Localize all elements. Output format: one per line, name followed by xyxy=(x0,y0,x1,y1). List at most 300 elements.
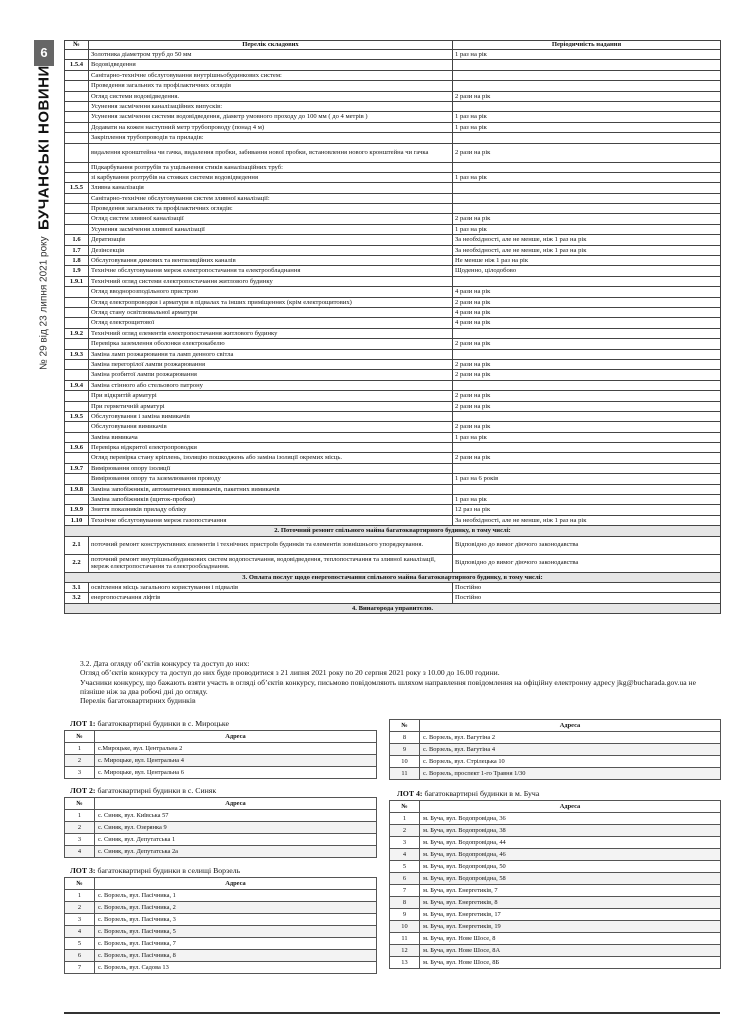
row-component: Усунення засмічення каналізаційних випусків: xyxy=(89,101,453,111)
table-header-row xyxy=(65,41,721,50)
row-number: 1.9.6 xyxy=(65,443,89,453)
row-number: 1.6 xyxy=(65,235,89,245)
row-number: 1.9.3 xyxy=(65,349,89,359)
lot-row-address: с. Ворзель, вул. Пасічника, 3 xyxy=(95,914,377,926)
lot-row-number: 4 xyxy=(390,849,420,861)
lot-row-address: с. Ворзель, вул. Вагутіна 4 xyxy=(420,744,721,756)
lot3-col-addr: Адреса xyxy=(95,878,377,890)
table-row xyxy=(65,359,721,369)
lot-row-number: 1 xyxy=(390,813,420,825)
lot3b-col-addr: Адреса xyxy=(420,720,721,732)
section-heading-row xyxy=(65,603,721,613)
table-row xyxy=(65,391,721,401)
lot2-label: ЛОТ 2: багатоквартирні будинки в с. Синяк xyxy=(70,786,217,795)
row-number xyxy=(65,122,89,132)
table-row xyxy=(65,484,721,494)
lot-row-address: м. Буча, вул. Водопровідна, 58 xyxy=(420,873,721,885)
table-row xyxy=(65,122,721,132)
table-row xyxy=(65,297,721,307)
table-row xyxy=(65,214,721,224)
row-frequency: 4 рази на рік xyxy=(453,307,721,317)
lot-row xyxy=(390,933,721,945)
row-number xyxy=(65,143,89,162)
row-component: Заміна запобіжників, автоматичних вимикачів, пакетних вимикачів xyxy=(89,484,453,494)
row-number xyxy=(65,112,89,122)
inspection-date-heading: 3.2. Дата огляду об’єктів конкурсу та доступ до них: xyxy=(80,659,250,668)
row-number: 1.9.7 xyxy=(65,463,89,473)
row-frequency: 2 рази на рік xyxy=(453,391,721,401)
row-component: Зливна каналізація xyxy=(89,183,453,193)
row-number xyxy=(65,81,89,91)
lot-row-number: 4 xyxy=(65,846,95,858)
row-number xyxy=(65,391,89,401)
row-component: Проведення загальних та профілактичних оглядів xyxy=(89,81,453,91)
lot-row xyxy=(390,813,721,825)
table-row xyxy=(65,287,721,297)
lot-row-number: 1 xyxy=(65,810,95,822)
table-row xyxy=(65,133,721,143)
lot4-table xyxy=(389,800,721,969)
buildings-list-heading: Перелік багатоквартирних будинків xyxy=(80,696,196,706)
row-number: 1.5.4 xyxy=(65,60,89,70)
lot-row-address: с. Ворзель, вул. Пасічника, 1 xyxy=(95,890,377,902)
lot-row-number: 1 xyxy=(65,743,95,755)
table-row xyxy=(65,432,721,442)
row-component: Обслуговування димових та вентиляційних каналів xyxy=(89,256,453,266)
row-number: 3.2 xyxy=(65,593,89,603)
lot-row-number: 3 xyxy=(65,767,95,779)
lot-row-number: 8 xyxy=(390,732,420,744)
row-number xyxy=(65,495,89,505)
row-component: Огляд систем зливної каналізації xyxy=(89,214,453,224)
lot4-label: ЛОТ 4: багатоквартирні будинки в м. Буча xyxy=(397,789,540,798)
section-heading: 3. Оплата послуг щодо енергопостачання спільного майна багатоквартирного будинку, в тому числі: xyxy=(65,572,721,582)
lot1-table xyxy=(64,730,377,779)
row-number: 1.5.5 xyxy=(65,183,89,193)
row-component: Заміна ламп розжарювання та ламп денного світла xyxy=(89,349,453,359)
table-row xyxy=(65,505,721,515)
row-number xyxy=(65,370,89,380)
section-heading: 4. Винагорода управителю. xyxy=(65,603,721,613)
table-row xyxy=(65,193,721,203)
col-components: Перелік складових xyxy=(89,41,453,50)
lot-row-number: 3 xyxy=(390,837,420,849)
table-row xyxy=(65,235,721,245)
lot-row-number: 5 xyxy=(390,861,420,873)
table-row xyxy=(65,266,721,276)
row-frequency xyxy=(453,60,721,70)
lot-row-number: 1 xyxy=(65,890,95,902)
row-component: При герметичній арматурі xyxy=(89,401,453,411)
row-frequency: 2 рази на рік xyxy=(453,370,721,380)
lot-row xyxy=(390,756,721,768)
lot-row xyxy=(65,962,377,974)
row-number xyxy=(65,214,89,224)
lot-row-number: 5 xyxy=(65,938,95,950)
row-component: Перевірка відкритої електропроводки xyxy=(89,443,453,453)
table-row xyxy=(65,401,721,411)
row-frequency xyxy=(453,204,721,214)
row-frequency: 4 рази на рік xyxy=(453,318,721,328)
table-row xyxy=(65,256,721,266)
row-number xyxy=(65,339,89,349)
lot-row-address: м. Буча, вул. Енергетиків, 17 xyxy=(420,909,721,921)
row-frequency: 1 раз на рік xyxy=(453,432,721,442)
row-component: Технічний огляд системи електропостачання житлового будинку xyxy=(89,276,453,286)
lot4-col-addr: Адреса xyxy=(420,801,721,813)
row-number xyxy=(65,359,89,369)
lot2-table xyxy=(64,797,377,858)
row-frequency: 2 рази на рік xyxy=(453,401,721,411)
lot-row xyxy=(65,810,377,822)
row-component: Санітарно-технічне обслуговування внутрішньобудинкових систем: xyxy=(89,70,453,80)
row-frequency: 2 рази на рік xyxy=(453,359,721,369)
row-component: Огляд вводнорозподільного пристрою xyxy=(89,287,453,297)
lot-row xyxy=(390,945,721,957)
table-row xyxy=(65,463,721,473)
row-number xyxy=(65,91,89,101)
row-number: 1.9.9 xyxy=(65,505,89,515)
table-row xyxy=(65,50,721,60)
row-component: Заміна стінного або стельового патрону xyxy=(89,380,453,390)
row-component: Санітарно-технічне обслуговування систем зливної каналізації: xyxy=(89,193,453,203)
lot-row-number: 7 xyxy=(390,885,420,897)
row-number xyxy=(65,193,89,203)
row-component: Заміна розбитої лампи розжарювання xyxy=(89,370,453,380)
lot-row xyxy=(390,957,721,969)
row-frequency xyxy=(453,380,721,390)
row-number xyxy=(65,101,89,111)
lot-row-address: м. Буча, вул. Нове Шосе, 8А xyxy=(420,945,721,957)
row-number xyxy=(65,224,89,234)
lot-row-address: с. Синяк, вул. Київська 57 xyxy=(95,810,377,822)
row-frequency: 2 рази на рік xyxy=(453,339,721,349)
row-component: Дератизація xyxy=(89,235,453,245)
lot-row-address: с. Ворзель, вул. Пасічника, 8 xyxy=(95,950,377,962)
row-component: Огляд системи водовідведення. xyxy=(89,91,453,101)
row-frequency: 12 раз на рік xyxy=(453,505,721,515)
row-component: Обслуговування і заміна вимикачів xyxy=(89,411,453,421)
lot-row xyxy=(390,849,721,861)
section-heading-row xyxy=(65,526,721,536)
lot3b-col-no: № xyxy=(390,720,420,732)
table-row xyxy=(65,204,721,214)
row-component: Дезінсекція xyxy=(89,245,453,255)
row-number: 1.8 xyxy=(65,256,89,266)
lot-row-number: 11 xyxy=(390,768,420,780)
row-frequency: 4 рази на рік xyxy=(453,287,721,297)
page-bottom-rule xyxy=(64,1012,720,1014)
row-frequency: 2 рази на рік xyxy=(453,297,721,307)
lot-row-number: 3 xyxy=(65,914,95,926)
row-component: Вимірювання опору ізоляції xyxy=(89,463,453,473)
row-number: 2.1 xyxy=(65,536,89,554)
row-component: Заміна перегорілої лампи розжарювання xyxy=(89,359,453,369)
row-component: енергопостачання ліфтів xyxy=(89,593,453,603)
row-component: видалення кронштейна чи гачка, видалення пробки, забивання нової пробки, встановлення нового кронштейна чи гачка xyxy=(89,143,453,162)
lot-row-number: 6 xyxy=(65,950,95,962)
row-frequency: 2 рази на рік xyxy=(453,91,721,101)
row-number xyxy=(65,307,89,317)
inspection-schedule: Огляд об’єктів конкурсу та доступ до них буде проводитися з 21 липня 2021 року по 20 серпня 2021 року з 10.00 до 16.00 години. xyxy=(80,668,500,678)
row-frequency: За необхідності, але не менше, ніж 1 раз на рік xyxy=(453,515,721,525)
row-component: Вимірювання опору та заземлювання проводу xyxy=(89,474,453,484)
lot-row-address: м. Буча, вул. Енергетиків, 7 xyxy=(420,885,721,897)
table-row xyxy=(65,276,721,286)
lot-row xyxy=(390,909,721,921)
table-row xyxy=(65,81,721,91)
row-frequency: 1 раз на рік xyxy=(453,224,721,234)
row-number: 1.9 xyxy=(65,266,89,276)
lot-row-address: с. Мироцьке, вул. Центральна 4 xyxy=(95,755,377,767)
lot-row-number: 9 xyxy=(390,744,420,756)
lot-row-address: с. Синяк, вул. Депутатська 2а xyxy=(95,846,377,858)
lot-row xyxy=(65,950,377,962)
row-component: Усунення засмічення системи водовідведення, діаметр умовного проходу до 100 мм ( до 4 метрів ) xyxy=(89,112,453,122)
row-component: Технічне обслуговування мереж електропостачання та електрообладнання xyxy=(89,266,453,276)
row-component: Підкарбування розтрубів та ущільнення стиків каналізаційних труб: xyxy=(89,162,453,172)
lot3-col-no: № xyxy=(65,878,95,890)
row-number xyxy=(65,50,89,60)
row-frequency: Щоденно, цілодобово xyxy=(453,266,721,276)
row-frequency: Постійно xyxy=(453,582,721,592)
row-frequency: 2 рази на рік xyxy=(453,143,721,162)
lot-row xyxy=(65,926,377,938)
table-row xyxy=(65,495,721,505)
row-component: Обслуговування вимикачів xyxy=(89,422,453,432)
lot-row-address: м. Буча, вул. Нове Шосе, 8Б xyxy=(420,957,721,969)
lot-row-address: м. Буча, вул. Водопровідна, 38 xyxy=(420,825,721,837)
row-component: Огляд стану освітлювальної арматури xyxy=(89,307,453,317)
lot-row-address: м. Буча, вул. Нове Шосе, 8 xyxy=(420,933,721,945)
row-component: Огляд електрощитової xyxy=(89,318,453,328)
row-frequency xyxy=(453,276,721,286)
row-frequency xyxy=(453,183,721,193)
table-row xyxy=(65,70,721,80)
inspection-text xyxy=(66,659,720,705)
row-frequency: 2 рази на рік xyxy=(453,453,721,463)
row-component: Огляд перевірка стану кріплень, ізоляцію пошкоджень або заміна ізоляції окремих місць. xyxy=(89,453,453,463)
lot-row-number: 8 xyxy=(390,897,420,909)
row-frequency: Не менше ніж 1 раз на рік xyxy=(453,256,721,266)
row-frequency xyxy=(453,162,721,172)
lot-row-number: 2 xyxy=(65,822,95,834)
row-frequency xyxy=(453,349,721,359)
row-number: 2.2 xyxy=(65,554,89,572)
row-number xyxy=(65,287,89,297)
row-component: Водовідведення xyxy=(89,60,453,70)
lot1-col-no: № xyxy=(65,731,95,743)
lot-row-address: м. Буча, вул. Енергетиків, 19 xyxy=(420,921,721,933)
lot-row xyxy=(65,834,377,846)
table-row xyxy=(65,172,721,182)
row-frequency xyxy=(453,443,721,453)
row-component: Золотника діаметром труб до 50 мм xyxy=(89,50,453,60)
lot4-col-no: № xyxy=(390,801,420,813)
table-row xyxy=(65,593,721,603)
row-frequency: Відповідно до вимог діючого законодавства xyxy=(453,554,721,572)
row-frequency xyxy=(453,81,721,91)
lot-row-address: м. Буча, вул. Водопровідна, 36 xyxy=(420,813,721,825)
table-row xyxy=(65,339,721,349)
row-number: 1.10 xyxy=(65,515,89,525)
lot-row xyxy=(390,861,721,873)
table-row xyxy=(65,91,721,101)
lot-row xyxy=(65,767,377,779)
table-row xyxy=(65,370,721,380)
side-banner xyxy=(34,40,54,995)
row-frequency: 1 раз на рік xyxy=(453,172,721,182)
services-table xyxy=(64,40,721,614)
row-component: Усунення засмічення зливної каналізації xyxy=(89,224,453,234)
lot-row-number: 2 xyxy=(65,902,95,914)
row-frequency: 2 рази на рік xyxy=(453,214,721,224)
lot1-col-addr: Адреса xyxy=(95,731,377,743)
lot-row-address: с. Ворзель, вул. Стрілецька 10 xyxy=(420,756,721,768)
lot-row xyxy=(390,837,721,849)
table-row xyxy=(65,453,721,463)
lot-row-address: м. Буча, вул. Водопровідна, 50 xyxy=(420,861,721,873)
row-number: 1.9.1 xyxy=(65,276,89,286)
lot1-label: ЛОТ 1: багатоквартирні будинки в с. Мироцьке xyxy=(70,719,229,728)
section-heading-row xyxy=(65,572,721,582)
row-frequency: 1 раз на рік xyxy=(453,50,721,60)
lot-row xyxy=(390,825,721,837)
lot3-table xyxy=(64,877,377,974)
table-row xyxy=(65,318,721,328)
row-frequency xyxy=(453,463,721,473)
table-row xyxy=(65,307,721,317)
lot-row-address: с.Мироцьке, вул. Центральна 2 xyxy=(95,743,377,755)
row-component: При відкритій арматурі xyxy=(89,391,453,401)
lot-row xyxy=(65,743,377,755)
col-number: № xyxy=(65,41,89,50)
lot-row-address: с. Ворзель, вул. Садова 13 xyxy=(95,962,377,974)
table-row xyxy=(65,443,721,453)
lot-row-number: 4 xyxy=(65,926,95,938)
row-number xyxy=(65,133,89,143)
row-frequency: За необхідності, але не менше, ніж 1 раз на рік xyxy=(453,235,721,245)
lot-row-address: с. Ворзель, проспект 1-го Травня 1/30 xyxy=(420,768,721,780)
lot-row-number: 10 xyxy=(390,756,420,768)
table-row xyxy=(65,143,721,162)
row-frequency: 1 раз на рік xyxy=(453,495,721,505)
lot-row-address: м. Буча, вул. Енергетиків, 8 xyxy=(420,897,721,909)
lot-row xyxy=(390,897,721,909)
lot-row-address: м. Буча, вул. Водопровідна, 44 xyxy=(420,837,721,849)
lot-row-number: 6 xyxy=(390,873,420,885)
lot-row xyxy=(65,938,377,950)
row-number xyxy=(65,162,89,172)
row-number xyxy=(65,453,89,463)
row-number xyxy=(65,422,89,432)
row-frequency xyxy=(453,133,721,143)
lot3-continued-table xyxy=(389,719,721,780)
lot-row xyxy=(65,902,377,914)
row-component: Заміна запобіжників (щиток-пробки) xyxy=(89,495,453,505)
row-number xyxy=(65,70,89,80)
row-number: 1.7 xyxy=(65,245,89,255)
table-row xyxy=(65,536,721,554)
table-row xyxy=(65,515,721,525)
table-row xyxy=(65,349,721,359)
row-number xyxy=(65,432,89,442)
issue-info: № 29 від 23 липня 2021 року xyxy=(38,236,50,370)
lot-row-address: с. Синяк, вул. Депутатська 1 xyxy=(95,834,377,846)
table-row xyxy=(65,328,721,338)
page-number: 6 xyxy=(34,40,54,66)
row-component: Зняття показників приладу обліку xyxy=(89,505,453,515)
row-frequency: 1 раз на 6 років xyxy=(453,474,721,484)
section-heading: 2. Поточний ремонт спільного майна багатоквартирного будинку, в тому числі: xyxy=(65,526,721,536)
table-row xyxy=(65,183,721,193)
row-frequency xyxy=(453,411,721,421)
lot-row-number: 10 xyxy=(390,921,420,933)
table-row xyxy=(65,582,721,592)
lot-row-address: с. Ворзель, вул. Пасічника, 5 xyxy=(95,926,377,938)
lot-row-number: 2 xyxy=(390,825,420,837)
row-number xyxy=(65,474,89,484)
row-frequency: За необхідності, але не менше, ніж 1 раз на рік xyxy=(453,245,721,255)
row-frequency xyxy=(453,101,721,111)
lot-row xyxy=(65,755,377,767)
lot2-col-addr: Адреса xyxy=(95,798,377,810)
row-component: зі карбування розтрубів на стояках системи водовідведення xyxy=(89,172,453,182)
table-row xyxy=(65,422,721,432)
table-row xyxy=(65,60,721,70)
table-row xyxy=(65,411,721,421)
row-number xyxy=(65,401,89,411)
table-row xyxy=(65,380,721,390)
row-number: 1.9.8 xyxy=(65,484,89,494)
row-number xyxy=(65,172,89,182)
row-component: Технічне обслуговування мереж газопостачання xyxy=(89,515,453,525)
row-frequency xyxy=(453,328,721,338)
lot-row xyxy=(390,732,721,744)
table-row xyxy=(65,224,721,234)
row-frequency: 1 раз на рік xyxy=(453,122,721,132)
lot-row xyxy=(65,822,377,834)
lot-row xyxy=(390,744,721,756)
row-component: Проведення загальних та профілактичних оглядів: xyxy=(89,204,453,214)
row-frequency: 1 раз на рік xyxy=(453,112,721,122)
lot-row xyxy=(65,846,377,858)
row-number: 3.1 xyxy=(65,582,89,592)
lot-row-number: 9 xyxy=(390,909,420,921)
lot-row xyxy=(390,921,721,933)
table-row xyxy=(65,245,721,255)
row-number: 1.9.5 xyxy=(65,411,89,421)
row-component: поточний ремонт внутрішньобудинкових систем водопостачання, водовідведення, теплопостачання та зливної каналізації, мереж електропостачання та електрообладнання. xyxy=(89,554,453,572)
services-table-body xyxy=(65,50,721,614)
row-frequency xyxy=(453,484,721,494)
lot3-label: ЛОТ 3: багатоквартирні будинки в селищі Ворзель xyxy=(70,866,241,875)
lot-row xyxy=(390,873,721,885)
row-component: Закріплення трубопроводів та приладів: xyxy=(89,133,453,143)
table-row xyxy=(65,101,721,111)
table-row xyxy=(65,112,721,122)
lot-row xyxy=(65,890,377,902)
lot2-col-no: № xyxy=(65,798,95,810)
row-component: Додавати на кожен наступний метр трубопроводу (понад 4 м) xyxy=(89,122,453,132)
row-frequency xyxy=(453,70,721,80)
row-frequency: 2 рази на рік xyxy=(453,422,721,432)
newspaper-brand: БУЧАНСЬКІ НОВИНИ xyxy=(35,65,53,230)
lot-row-number: 12 xyxy=(390,945,420,957)
lot-row xyxy=(390,768,721,780)
row-component: поточний ремонт конструктивних елементів і технічних пристроїв будинків та елементів зовнішнього упорядкування. xyxy=(89,536,453,554)
table-row xyxy=(65,162,721,172)
